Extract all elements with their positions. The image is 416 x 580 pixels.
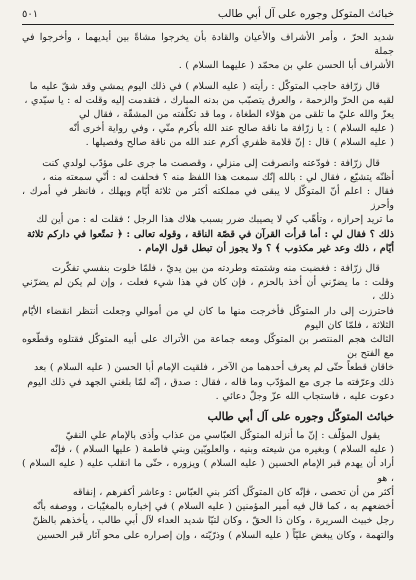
text-line: ( عليه السلام ) وبغيره من شيعته وبنيه ، والعلويّين وبني فاطمة ( عليها السلام ) ، فإنّه [50,444,394,456]
text-line: قال زرّافة حاجب المتوكّل : رأيته ( عليه السلام ) في ذلك اليوم يمشي وقد شقّ عليه ما [29,80,380,92]
text-line: ( عليه السلام ) : يا زرّافة ما ناقة صالح عند الله بأكرم منّي ، وفي رواية أخرى أنّه [68,123,394,135]
section-heading: خبائث المتوكّل وجوره على آل أبي طالب [207,410,394,424]
running-title: خبائث المتوكل وجوره على آل أبي طالب [217,8,394,20]
text-line: رجل خبيث السريرة ، وكان ذا الحقّ ، وكان لتيّا شديد العداء لآل أبي طالب ، يأخذهم بالظنّ [32,515,394,527]
page-header [22,6,394,25]
text-line: ذلك ؟ فقال لي : أما قرأت القرآن في قصّة الناقة ، وقوله تعالى : ﴿ تمتّعوا في داركم ثلاثة [27,228,394,240]
text-line: الأشراف أبا الحسن علي بن محمّد ( عليهما السلام ) . [178,60,394,72]
text-line: أخضعهم به ، كما قال فيه أمير المؤمنين ( عليه السلام ) في إخباره بالمغيّبات ، ووصفه بأنّه [32,501,394,513]
text-line: لقيه من الحرّ والزحمة ، والعرق يتصبّب من بدنه المبارك ، فتقدمت إليه وقلت له : يا سيّدي ، [24,94,394,106]
text-line: شديد الحرّ ، وأمر الأشراف والأعيان والقادة بأن يخرجوا مشاةً بين أيديهما ، وأخرجوا في جملة [22,32,394,58]
text-line: أيّام ، ذلك وعد غير مكذوب ﴾ ؟ ولا يجوز أن تبطل قول الإمام . [138,242,394,254]
text-line: فقال : اعلم أنّ المتوكّل لا يبقى في مملكته أكثر من ثلاثة أيّام ويهلك ، فانظر في أمرك ، وأحرز [22,186,394,212]
text-line: خاقان قطعاً حتّى لم يعرف أحدهما من الآخر ، فلقيت الإمام أبا الحسن ( عليه السلام ) بعد [33,362,394,374]
text-line: الثالث هجم المنتصر بن المتوكّل ومعه جماعة من الأتراك على أبيه المتوكّل فقتلوه وقطّعوه مع الفتح بن [22,334,394,360]
text-line: يقول المؤلّف : إنّ ما أنزله المتوكّل العبّاسي من عذاب وأذى بالإمام علي النقيّ [65,430,380,442]
text-line: والتهمة ، وكان يبغض عليّاً ( عليه السلام ) وذرّيّته ، وإن إصراره على محو آثار قبر الحسين [36,529,394,541]
text-line: فاحترزت إلى دار المتوكّل فأخرجت منها ما كان لي من أموالي وجعلت أنتظر انقضاء الأيّام الثلاثة ، فلمّا كان اليوم [22,305,394,331]
text-line: وقلت : ما يضرّني أن أخذ بالحزم ، فإن كان في هذا شيء فعلت ، وإن لم يكن لم يضرّني ذلك ، [22,277,394,303]
text-line: ( عليه السلام ) قال : إنّ قلامة ظفري أكرم عند الله من ناقة صالح وفصيلها . [85,137,394,149]
text-line: ما تريد إحرازه ، وتأهّب كي لا يصيبك ضرر بسبب هلاك هذا الرجل ؛ فقلت له : من أين لك [36,214,394,226]
text-line: قال زرّافة : فودّعته وانصرفت إلى منزلي ، وقصصت ما جرى على مؤدّب لولدي كنت [42,157,380,169]
text-line: يعزّ والله عليّ ما تلقى من هؤلاء الطغاة ، وما قد تكلّفته من المشقّة ، فقال لي [79,109,394,121]
page-number: ٥٠١ [22,8,39,20]
text-line: دعوت عليه ، فاستجاب الله عزّ وجلّ دعائي . [215,390,394,402]
paragraph-3 [22,157,394,256]
paragraph-2 [22,80,394,151]
text-line: ذلك وعرّفته ما جرى مع المؤدّب وما قاله ، فقال : صدق ، إنّه لمّا بلغني الجهد في ذلك اليوم [27,376,394,388]
section-body [22,429,394,543]
paragraph-4 [22,262,394,404]
text-line: أراد أن يهدم قبر الإمام الحسين ( عليه السلام ) ويزوره ، حتّى ما انقلب عليه ( عليه السلام ) ، هو [22,458,394,484]
text-line: قال زرّافة : فغضبت منه وشتمته وطردته من بين يديّ ، فلمّا خلوت بنفسي تفكّرت [52,263,380,275]
text-line: أكثر من أن تحصى ، فإنّه كان المتوكّل أكثر بني العبّاس : وعاشر أكفرهم ، إنفاقه [72,486,394,498]
text-line: أظنّه يتشيّع ، فقال لي : بالله إنّك سمعت هذا اللفظ منه ؟ فحلفت له : أنّي سمعته منه ، [42,171,394,183]
paragraph-1 [22,31,394,74]
